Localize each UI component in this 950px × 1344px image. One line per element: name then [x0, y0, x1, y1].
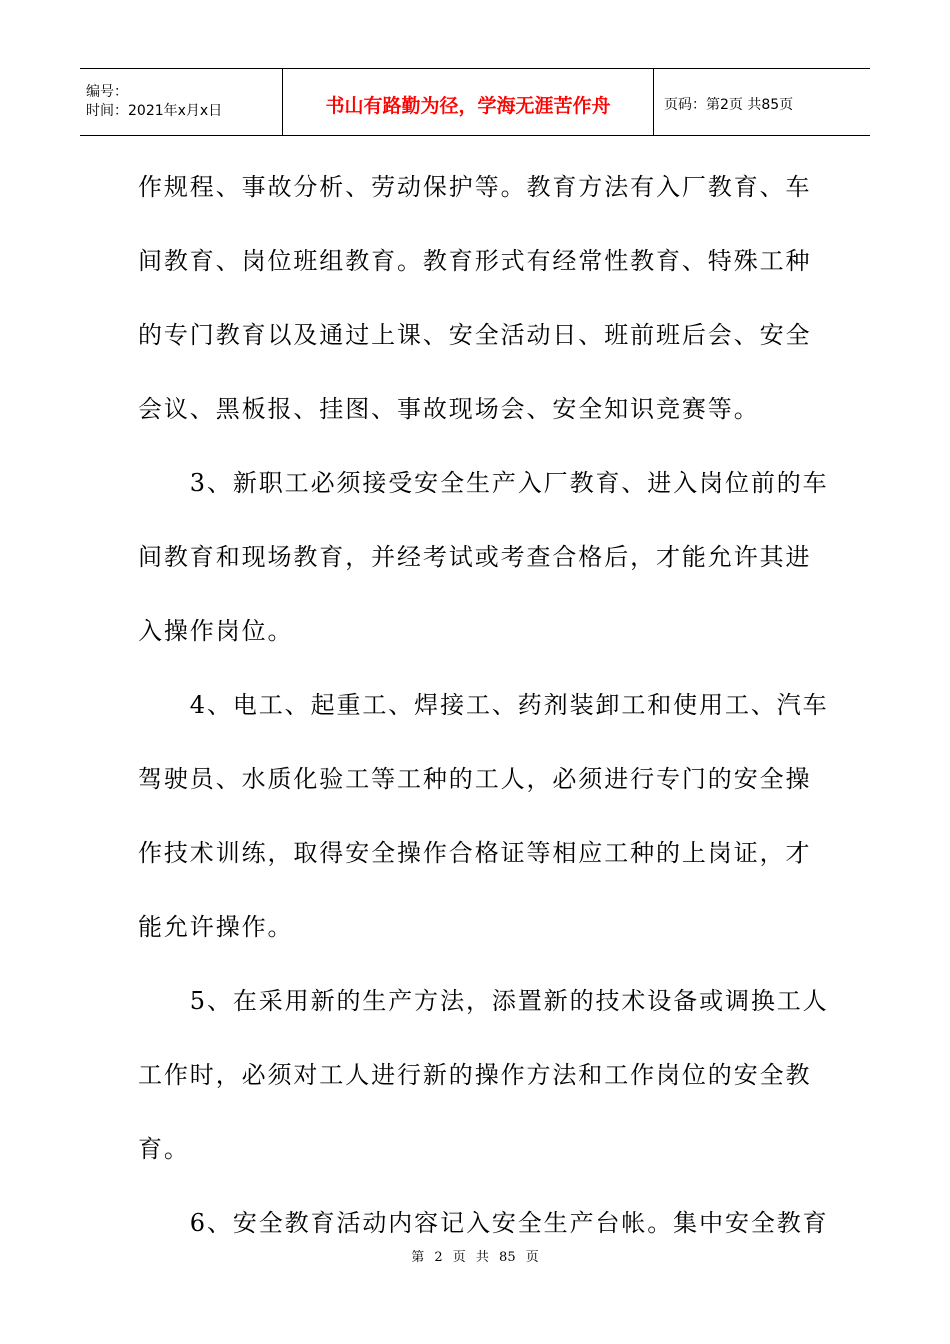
body-line: 间教育和现场教育，并经考试或考查合格后，才能允许其进 [138, 543, 812, 571]
page-info-text: 页码：第2页 共85页 [664, 97, 794, 113]
body-line: 驾驶员、水质化验工等工种的工人，必须进行专门的安全操 [138, 765, 812, 793]
page-footer: 第 2 页 共 85 页 [411, 1250, 539, 1265]
body-line: 育。 [138, 1135, 190, 1163]
body-line: 3、新职工必须接受安全生产入厂教育、进入岗位前的车 [138, 469, 829, 497]
body-line: 作规程、事故分析、劳动保护等。教育方法有入厂教育、车 [138, 173, 812, 201]
body-line: 4、电工、起重工、焊接工、药剂装卸工和使用工、汽车 [138, 691, 829, 719]
body-line: 5、在采用新的生产方法，添置新的技术设备或调换工人 [138, 987, 829, 1015]
body-line: 6、安全教育活动内容记入安全生产台帐。集中安全教育 [138, 1209, 829, 1237]
header-meta [80, 69, 283, 135]
document-body [138, 150, 829, 1260]
body-line: 间教育、岗位班组教育。教育形式有经常性教育、特殊工种 [138, 247, 812, 275]
body-line: 会议、黑板报、挂图、事故现场会、安全知识竞赛等。 [138, 395, 760, 423]
time-label: 时间：2021年x月x日 [86, 103, 223, 119]
body-line: 工作时，必须对工人进行新的操作方法和工作岗位的安全教 [138, 1061, 812, 1089]
number-label: 编号： [86, 84, 128, 100]
body-line: 的专门教育以及通过上课、安全活动日、班前班后会、安全 [138, 321, 812, 349]
header-page-info [654, 69, 870, 135]
body-line: 入操作岗位。 [138, 617, 294, 645]
header-motto [283, 69, 654, 135]
document-header [80, 68, 870, 136]
motto-text: 书山有路勤为径，学海无涯苦作舟 [325, 94, 611, 117]
body-line: 作技术训练，取得安全操作合格证等相应工种的上岗证，才 [138, 839, 812, 867]
body-line: 能允许操作。 [138, 913, 294, 941]
